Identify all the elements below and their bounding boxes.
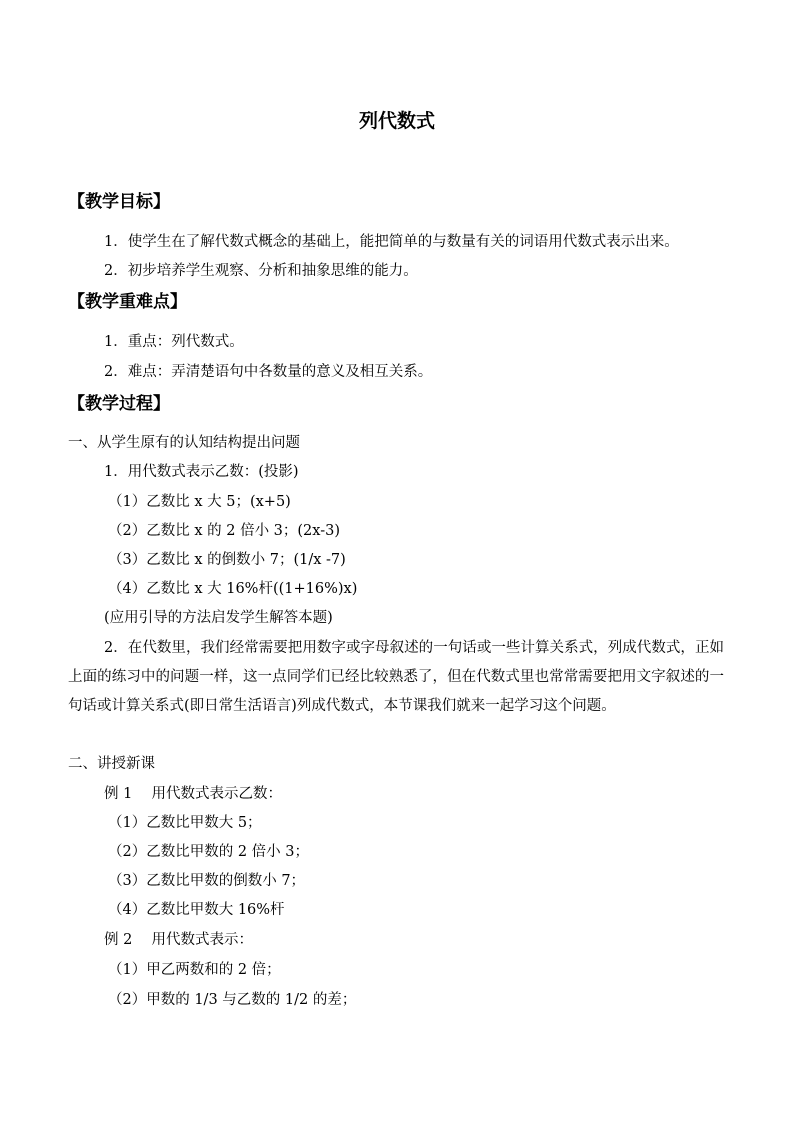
question2-paragraph <box>68 634 724 721</box>
page-title: 列代数式 <box>358 110 435 132</box>
question1-item: （2）乙数比 x 的 2 倍小 3；(2x-3) <box>108 523 340 539</box>
example1-item: （2）乙数比甲数的 2 倍小 3； <box>108 844 310 860</box>
example1-title: 例 1 用代数式表示乙数： <box>104 786 282 802</box>
keypoints-heading: 【教学重难点】 <box>68 292 187 312</box>
example1-item: （1）乙数比甲数大 5； <box>108 815 262 831</box>
question1-item: （1）乙数比 x 大 5；(x+5) <box>108 494 291 510</box>
goals-heading: 【教学目标】 <box>68 192 170 212</box>
question2-text: 2．在代数里，我们经常需要把用数字或字母叙述的一句话或一些计算关系式，列成代数式，正如上面的练习中的问题一样，这一点同学们已经比较熟悉了，但在代数式里也常常需要把用文字叙述的一句话或计算关系式(即日常生活语言)列成代数式，本节课我们就来一起学习这个问题。 <box>68 640 724 714</box>
question1-note: (应用引导的方法启发学生解答本题) <box>104 610 333 626</box>
question1-title: 1．用代数式表示乙数：(投影) <box>104 464 299 480</box>
example1-item: （3）乙数比甲数的倒数小 7； <box>108 873 306 889</box>
example2-title: 例 2 用代数式表示： <box>104 932 253 948</box>
keypoint-item: 1．重点：列代数式。 <box>104 334 244 350</box>
goal-item: 1．使学生在了解代数式概念的基础上，能把简单的与数量有关的词语用代数式表示出来。 <box>104 234 679 250</box>
part1-title: 一、从学生原有的认知结构提出问题 <box>68 435 300 451</box>
example1-item: （4）乙数比甲数大 16%杆 <box>108 902 285 918</box>
example2-item: （1）甲乙两数和的 2 倍； <box>108 962 281 978</box>
process-heading: 【教学过程】 <box>68 394 170 414</box>
keypoint-item: 2．难点：弄清楚语句中各数量的意义及相互关系。 <box>104 364 433 380</box>
question1-item: （3）乙数比 x 的倒数小 7；(1/x -7) <box>108 552 346 568</box>
example2-item: （2）甲数的 1/3 与乙数的 1/2 的差； <box>108 992 357 1008</box>
goal-item: 2．初步培养学生观察、分析和抽象思维的能力。 <box>104 263 418 279</box>
question1-item: （4）乙数比 x 大 16%杆((1+16%)x) <box>108 581 358 597</box>
part2-title: 二、讲授新课 <box>68 756 155 772</box>
